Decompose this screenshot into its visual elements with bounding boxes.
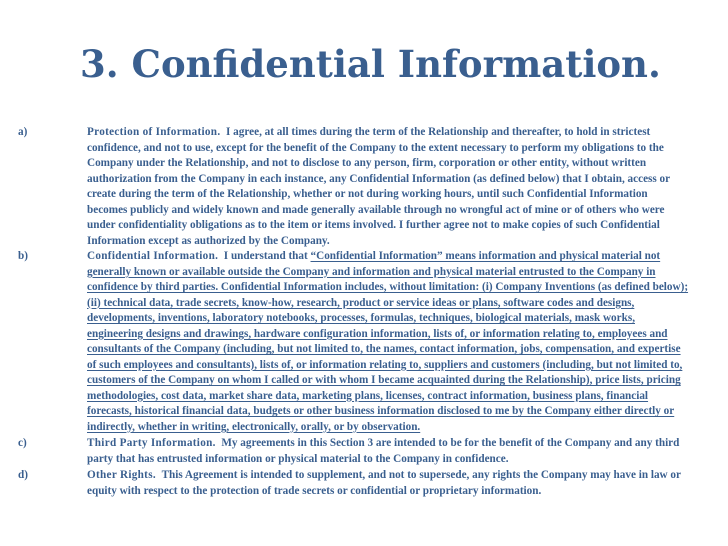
definition-text: “Confidential Information” means information and physical material not generally known or available outside the Company and information and physical material entrusted to the Company in confidence by third parties. Confidential Information includes, without limitation: (i) Company Inventions (as defined below); (ii) technical data, trade secrets, know-how, research, product or service ideas or plans, software codes and designs, developments, inventions, laboratory notebooks, processes, formulas, techniques, biological materials, mask works, engineering designs and drawings, hardware configuration information, lists of, or information relating to, employees and consultants of the Company (including, but not limited to, the names, contact information, jobs, compensation, and expertise of such employees and consultants), lists of, or information relating to, suppliers and customers (including, but not limited to, customers of the Company on whom I called or with whom I became acquainted during the Relationship), price lists, pricing methodologies, cost data, market share data, marketing plans, licenses, contract information, business plans, financial forecasts, historical financial data, budgets or other business information disclosed to me by the Company either directly or indirectly, whether in writing, electronically, orally, or by observation. [87,250,689,433]
clause-heading: Other Rights. [87,469,156,481]
clause-marker: a) [18,126,28,138]
clause-marker: b) [18,250,28,262]
clause-text: This Agreement is intended to supplement, and not to supersede, any rights the Company may have in law or equity with respect to the protection of trade secrets or confidential or proprietary information. [87,469,681,497]
slide-title: 3. Confidential Information. [80,42,661,86]
clause-item-b [0,249,728,435]
clause-marker: c) [18,437,27,449]
clause-heading: Confidential Information. [87,250,219,262]
clause-marker: d) [18,469,28,481]
clause-text: I agree, at all times during the term of the Relationship and thereafter, to hold in strictest confidence, and not to use, except for the benefit of the Company to the extent necessary to perform my obligations to the Company under the Relationship, and not to disclose to any person, firm, corporation or other entity, without written authorization from the Company in each instance, any Confidential Information (as defined below) that I obtain, access or create during the term of the Relationship, whether or not during working hours, until such Confidential Information becomes publicly and widely known and made generally available through no wrongful act of mine or of others who were under confidentiality obligations as to the item or items involved. I further agree not to make copies of such Confidential Information except as authorized by the Company. [87,126,670,247]
clause-heading: Third Party Information. [87,437,216,449]
clause-text: My agreements in this Section 3 are intended to be for the benefit of the Company and any third party that has entrusted information or physical material to the Company in confidence. [87,437,680,465]
clause-item-c [0,436,728,467]
clause-item-a [0,125,728,249]
clause-text: I understand that [223,250,311,262]
clause-list [0,125,728,499]
clause-heading: Protection of Information. [87,126,221,138]
clause-item-d [0,468,728,499]
